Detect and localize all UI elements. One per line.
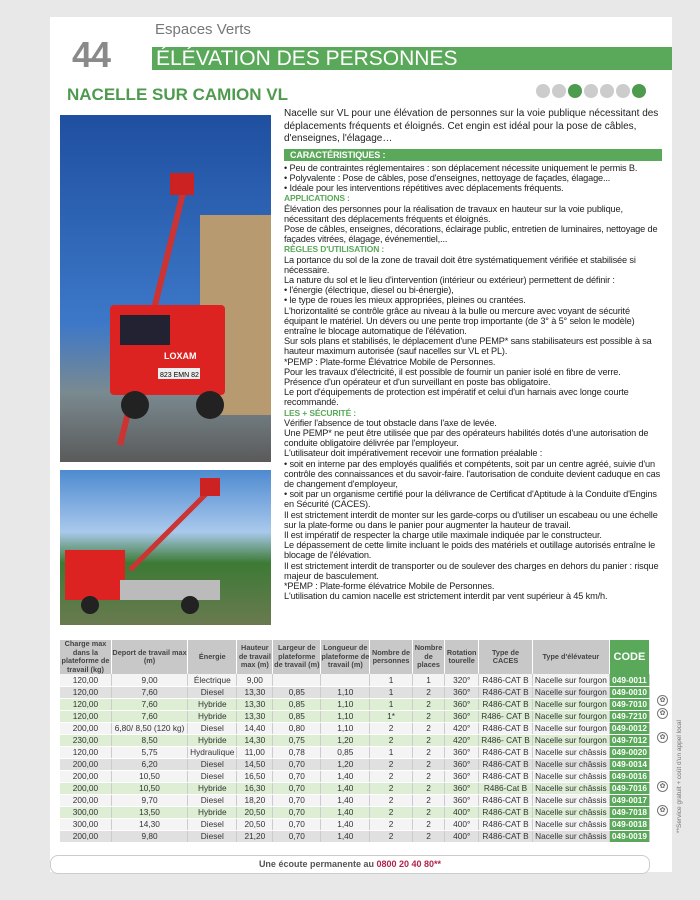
product-code: 049-0017 [609, 794, 649, 806]
table-cell: 14,30 [111, 818, 187, 830]
text-line: *PEMP : Plate-forme élévatrice Mobile de Personnes. [284, 581, 495, 592]
table-cell: 11,00 [237, 746, 273, 758]
plate: 823 EMN 82 [160, 372, 199, 379]
table-cell: 9,00 [111, 674, 187, 686]
product-code: 049-7016 [609, 782, 649, 794]
table-cell: Nacelle sur châssis [532, 830, 609, 842]
table-cell: 2 [370, 806, 412, 818]
text-line: Il est strictement interdit de transporter ou de soulever des charges en dehors du panier : risque majeur de basculement. [284, 560, 659, 581]
table-row [60, 830, 650, 842]
text-line: L'horizontalité se contrôle grâce au niveau à la bulle ou mercure avec voyant de sécurité équipant le matériel. Un dévers ou une pente trop importante (de 3° à 5° selon le modèle) entraîne le blocage automatique de l'élévation. [284, 305, 635, 336]
product-code: 049-0011 [609, 674, 649, 686]
table-cell: 13,30 [237, 686, 273, 698]
column-header: Longueur de plateforme de travail (m) [321, 640, 370, 674]
table-row [60, 722, 650, 734]
table-cell: 2 [412, 794, 445, 806]
table-cell: 1 [370, 746, 412, 758]
table-cell: Hybride [188, 698, 237, 710]
table-cell: 300,00 [60, 818, 111, 830]
table-cell: Nacelle sur châssis [532, 746, 609, 758]
securite-heading: LES + SÉCURITÉ : [284, 407, 356, 418]
section-label: Espaces Verts [155, 21, 251, 38]
table-cell: 2 [370, 734, 412, 746]
table-cell: R486-CAT B [479, 794, 533, 806]
product-code: 049-0014 [609, 758, 649, 770]
column-header: Nombre de places [412, 640, 445, 674]
table-cell: 13,30 [237, 698, 273, 710]
text-line: • l'énergie (électrique, diesel ou bi-énergie), [284, 285, 454, 296]
text-line: Il est strictement interdit de monter sur les garde-corps ou d'utiliser un escabeau ou une échelle sur la plate-forme ou dans le panier pour augmenter la hauteur de travail. [284, 509, 658, 530]
column-header: Type d'élévateur [532, 640, 609, 674]
table-cell: R486-CAT B [479, 818, 533, 830]
table-cell: 120,00 [60, 674, 111, 686]
table-cell: 7,60 [111, 698, 187, 710]
table-cell: 1,10 [321, 722, 370, 734]
table-cell: Hybride [188, 734, 237, 746]
product-code: 049-7210 [609, 710, 649, 722]
table-cell: 360° [445, 698, 479, 710]
table-cell: 120,00 [60, 746, 111, 758]
column-header: Rotation tourelle [445, 640, 479, 674]
footer-text: Une écoute permanente au [258, 859, 377, 869]
column-header: CODE [609, 640, 649, 674]
table-cell: 1 [370, 686, 412, 698]
table-cell: 14,40 [237, 722, 273, 734]
table-cell: 1,40 [321, 830, 370, 842]
table-cell: 9,70 [111, 794, 187, 806]
table-cell: 0,70 [273, 830, 321, 842]
table-cell: 10,50 [111, 770, 187, 782]
table-cell: 13,30 [237, 710, 273, 722]
table-cell: 2 [412, 746, 445, 758]
table-row [60, 686, 650, 698]
text-line: Il est impératif de respecter la charge utile maximale indiquée par le constructeur. [284, 530, 602, 541]
table-cell: 1 [370, 698, 412, 710]
table-cell: 0,70 [273, 794, 321, 806]
table-cell: 1,40 [321, 818, 370, 830]
product-code: 049-0016 [609, 770, 649, 782]
table-cell: R486- CAT B [479, 710, 533, 722]
table-cell: 2 [370, 794, 412, 806]
table-cell: Nacelle sur fourgon [532, 698, 609, 710]
table-cell: 1,20 [321, 758, 370, 770]
table-cell: R486-CAT B [479, 698, 533, 710]
text-line: Élévation des personnes pour la réalisation de travaux en hauteur sur la voie publique, nécessitant des déplacements fréquents et éloignés. [284, 203, 623, 224]
eco-leaf-icon: ✿ [657, 732, 668, 743]
table-cell: 0,70 [273, 770, 321, 782]
footer-banner [50, 855, 650, 874]
table-cell: 0,85 [273, 686, 321, 698]
table-cell: 0,70 [273, 818, 321, 830]
table-cell: 9,80 [111, 830, 187, 842]
table-cell: R486-CAT B [479, 722, 533, 734]
table-cell: Nacelle sur fourgon [532, 710, 609, 722]
table-cell: Diesel [188, 722, 237, 734]
helmet-icon [568, 84, 582, 98]
table-cell: Hybride [188, 782, 237, 794]
text-line: Sur sols plans et stabilisés, le déplacement d'une PEMP* sans stabilisateurs est possible à sa hauteur maximum autorisée (sauf nacelles sur VL et PL). [284, 336, 652, 357]
table-cell: 1,10 [321, 710, 370, 722]
text-line: Pour les travaux d'électricité, il est possible de fournir un panier isolé en fibre de verre. [284, 366, 621, 377]
table-cell: 400° [445, 818, 479, 830]
table-cell: 200,00 [60, 770, 111, 782]
table-row [60, 710, 650, 722]
applications-heading: APPLICATIONS : [284, 193, 350, 204]
table-cell: 200,00 [60, 758, 111, 770]
table-cell: 2 [412, 830, 445, 842]
table-cell: Nacelle sur châssis [532, 758, 609, 770]
table-cell: 2 [412, 818, 445, 830]
text-line: Une PEMP* ne peut être utilisée que par des opérateurs habilités dotés d'une autorisation de conduite obligatoire délivrée par l'employeur. [284, 427, 649, 449]
table-cell: 2 [370, 782, 412, 794]
intro-text: Nacelle sur VL pour une élévation de personnes sur la voie publique nécessitant des déplacements fréquents et éloignés. Cet engin est idéal pour la pose de câbles, d'enseignes, l'élagage… [284, 108, 659, 144]
table-cell: 2 [412, 698, 445, 710]
table-cell: 1,10 [321, 686, 370, 698]
product-code: 049-0012 [609, 722, 649, 734]
table-cell: 360° [445, 782, 479, 794]
table-row [60, 758, 650, 770]
table-cell: 1,40 [321, 806, 370, 818]
table-cell: 2 [370, 758, 412, 770]
table-cell: 16,50 [237, 770, 273, 782]
text-line: Le dépassement de cette limite incluant le poids des matériels et outillage autorisés entraîne le blocage de l'élévation. [284, 540, 656, 561]
table-cell: 2 [412, 686, 445, 698]
column-header: Charge max dans la plateforme de travail (kg) [60, 640, 111, 674]
table-cell: 18,20 [237, 794, 273, 806]
table-cell: 13,50 [111, 806, 187, 818]
text-line: L'utilisation du camion nacelle est strictement interdit par vent supérieur à 45 km/h. [284, 591, 608, 602]
table-cell [273, 674, 321, 686]
energy-icon [632, 84, 646, 98]
table-cell: 20,50 [237, 818, 273, 830]
table-cell [321, 674, 370, 686]
product-title: NACELLE SUR CAMION VL [67, 85, 288, 104]
table-cell: 230,00 [60, 734, 111, 746]
mini-icon [536, 84, 550, 98]
table-cell: 320° [445, 674, 479, 686]
table-cell: Hydraulique [188, 746, 237, 758]
table-cell: 6,80/ 8,50 (120 kg) [111, 722, 187, 734]
table-cell: R486-CAT B [479, 770, 533, 782]
table-cell: 5,75 [111, 746, 187, 758]
table-cell: 1,10 [321, 698, 370, 710]
table-row [60, 770, 650, 782]
table-row [60, 806, 650, 818]
table-row [60, 698, 650, 710]
table-cell: 1,40 [321, 770, 370, 782]
caracteristiques-heading: CARACTÉRISTIQUES : [284, 149, 662, 161]
table-row [60, 818, 650, 830]
specs-table [60, 640, 650, 843]
table-cell: 2 [412, 710, 445, 722]
description [284, 108, 662, 601]
side-note: **Service gratuit + coût d'un appel local [676, 720, 683, 834]
truck-photo-1 [60, 115, 271, 462]
table-cell: Diesel [188, 818, 237, 830]
table-cell: 2 [412, 782, 445, 794]
table-cell: 0,70 [273, 806, 321, 818]
table-cell: 1 [412, 674, 445, 686]
table-cell: R486-CAT B [479, 746, 533, 758]
table-cell: 1 [370, 674, 412, 686]
eco-leaf-icon: ✿ [657, 695, 668, 706]
table-cell: 2 [412, 722, 445, 734]
table-cell: 200,00 [60, 722, 111, 734]
product-code: 049-7018 [609, 806, 649, 818]
table-row [60, 734, 650, 746]
table-cell: Nacelle sur châssis [532, 818, 609, 830]
product-code: 049-0018 [609, 818, 649, 830]
product-code: 049-7012 [609, 734, 649, 746]
table-cell: 0,78 [273, 746, 321, 758]
column-header: Hauteur de travail max (m) [237, 640, 273, 674]
table-cell: Nacelle sur châssis [532, 770, 609, 782]
table-cell: Nacelle sur châssis [532, 782, 609, 794]
table-cell: Hybride [188, 710, 237, 722]
table-cell: 21,20 [237, 830, 273, 842]
table-cell: 6,20 [111, 758, 187, 770]
eco-leaf-icon: ✿ [657, 781, 668, 792]
table-cell: 16,30 [237, 782, 273, 794]
column-header: Nombre de personnes [370, 640, 412, 674]
table-cell: 1,40 [321, 794, 370, 806]
table-cell: R486- CAT B [479, 734, 533, 746]
table-cell: Hybride [188, 806, 237, 818]
table-cell: 400° [445, 806, 479, 818]
text-line: L'utilisateur doit impérativement recevoir une formation préalable : [284, 448, 543, 459]
table-cell: 0,75 [273, 734, 321, 746]
product-code: 049-0020 [609, 746, 649, 758]
column-header: Largeur de plateforme de travail (m) [273, 640, 321, 674]
text-line: La portance du sol de la zone de travail doit être systématiquement vérifiée et stabilisée si nécessaire. [284, 254, 636, 275]
text-line: Présence d'un opérateur et d'un surveillant en poste bas obligatoire. [284, 376, 551, 387]
text-line: • le type de roues les mieux appropriées, pleines ou crantées. [284, 295, 526, 306]
feature-item: • Peu de contraintes réglementaires : son déplacement nécessite uniquement le permis B. [284, 162, 638, 173]
table-cell: R486-Cat B [479, 782, 533, 794]
product-code: 049-7010 [609, 698, 649, 710]
table-cell: Diesel [188, 794, 237, 806]
table-cell: 1* [370, 710, 412, 722]
page-number: 44 [72, 34, 111, 75]
product-code: 049-0010 [609, 686, 649, 698]
table-cell: Diesel [188, 830, 237, 842]
table-cell: R486-CAT B [479, 806, 533, 818]
table-cell: R486-CAT B [479, 686, 533, 698]
eco-leaf-icon: ✿ [657, 805, 668, 816]
table-cell: 2 [370, 830, 412, 842]
table-cell: 360° [445, 770, 479, 782]
table-cell: 420° [445, 734, 479, 746]
truck-photo-2 [60, 470, 271, 625]
table-cell: Nacelle sur châssis [532, 794, 609, 806]
table-cell: 14,50 [237, 758, 273, 770]
table-row [60, 794, 650, 806]
column-header: Deport de travail max (m) [111, 640, 187, 674]
table-cell: 10,50 [111, 782, 187, 794]
table-cell: 7,60 [111, 686, 187, 698]
table-row [60, 746, 650, 758]
table-cell: 360° [445, 746, 479, 758]
table-cell: 2 [370, 770, 412, 782]
table-cell: 0,85 [321, 746, 370, 758]
feature-item: • Polyvalente : Pose de câbles, pose d'enseignes, nettoyage de façades, élagage... [284, 172, 611, 183]
tool-icon [616, 84, 630, 98]
table-cell: 2 [412, 734, 445, 746]
table-cell: 420° [445, 722, 479, 734]
table-cell: 0,85 [273, 710, 321, 722]
tree-icon [584, 84, 598, 98]
table-cell: 360° [445, 794, 479, 806]
eco-leaf-icon: ✿ [657, 708, 668, 719]
text-line: La nature du sol et le lieu d'intervention (intérieur ou extérieur) permettent de définir : [284, 274, 615, 285]
text-line: Vérifier l'absence de tout obstacle dans l'axe de levée. [284, 417, 497, 428]
table-cell: 360° [445, 758, 479, 770]
text-line: *PEMP : Plate-forme Élévatrice Mobile de Personnes. [284, 356, 496, 367]
table-cell: 0,80 [273, 722, 321, 734]
table-cell: 7,60 [111, 710, 187, 722]
table-cell: 360° [445, 710, 479, 722]
table-cell: Nacelle sur fourgon [532, 674, 609, 686]
table-cell: 2 [370, 722, 412, 734]
table-cell: 200,00 [60, 794, 111, 806]
table-cell: 300,00 [60, 806, 111, 818]
bullet-item: • soit en interne par des employés qualifiés et compétents, soit par un centre agréé, suivie d'un contrôle des connaissances et du savoir-faire. l'autorisation de conduite devient caduque en cas de changement d'employeur, [284, 458, 661, 489]
table-cell: Nacelle sur fourgon [532, 734, 609, 746]
table-row [60, 782, 650, 794]
regles-heading: RÈGLES D'UTILISATION : [284, 244, 385, 255]
table-cell: Diesel [188, 686, 237, 698]
table-row [60, 674, 650, 686]
table-cell: 2 [370, 818, 412, 830]
table-cell: Diesel [188, 770, 237, 782]
product-code: 049-0019 [609, 830, 649, 842]
table-cell: 2 [412, 770, 445, 782]
text-line: Pose de câbles, enseignes, décorations, éclairage public, entretien de luminaires, nettoyage de façades vitrées, élagage, événementiel,... [284, 223, 658, 245]
table-cell: 200,00 [60, 782, 111, 794]
bullet-item: • soit par un organisme certifié pour la délivrance de Certificat d'Aptitude à la Conduite d'Engins en Sécurité (CACES). [284, 489, 657, 510]
table-cell: Nacelle sur fourgon [532, 686, 609, 698]
table-cell: 120,00 [60, 710, 111, 722]
table-cell: 9,00 [237, 674, 273, 686]
table-cell: 14,30 [237, 734, 273, 746]
table-cell: 400° [445, 830, 479, 842]
clock-icon [600, 84, 614, 98]
table-cell: 120,00 [60, 686, 111, 698]
text-line: Le port d'équipements de protection est impératif et celui d'un harnais avec longe courte recommandé. [284, 387, 629, 408]
table-cell: 1,20 [321, 734, 370, 746]
feature-item: • Idéale pour les interventions répétitives avec déplacements fréquents. [284, 183, 564, 194]
table-cell: 0,70 [273, 782, 321, 794]
table-cell: 200,00 [60, 830, 111, 842]
table-cell: Nacelle sur fourgon [532, 722, 609, 734]
table-cell: Diesel [188, 758, 237, 770]
column-header: Énergie [188, 640, 237, 674]
page-title: ÉLÉVATION DES PERSONNES [152, 47, 672, 70]
table-cell: 2 [412, 758, 445, 770]
table-cell: R486-CAT B [479, 830, 533, 842]
table-cell: 0,70 [273, 758, 321, 770]
phone-number[interactable]: 0800 20 40 80** [376, 859, 442, 869]
table-cell: Nacelle sur châssis [532, 806, 609, 818]
table-cell: 0,85 [273, 698, 321, 710]
truck-brand: LOXAM [164, 351, 197, 361]
feature-icons [536, 84, 646, 98]
table-cell: 2 [412, 806, 445, 818]
column-header: Type de CACES [479, 640, 533, 674]
table-cell: 20,50 [237, 806, 273, 818]
table-cell: 360° [445, 686, 479, 698]
table-cell: 120,00 [60, 698, 111, 710]
table-cell: R486-CAT B [479, 758, 533, 770]
table-cell: 8,50 [111, 734, 187, 746]
table-cell: R486-CAT B [479, 674, 533, 686]
drive-icon [552, 84, 566, 98]
table-cell: Électrique [188, 674, 237, 686]
table-cell: 1,40 [321, 782, 370, 794]
